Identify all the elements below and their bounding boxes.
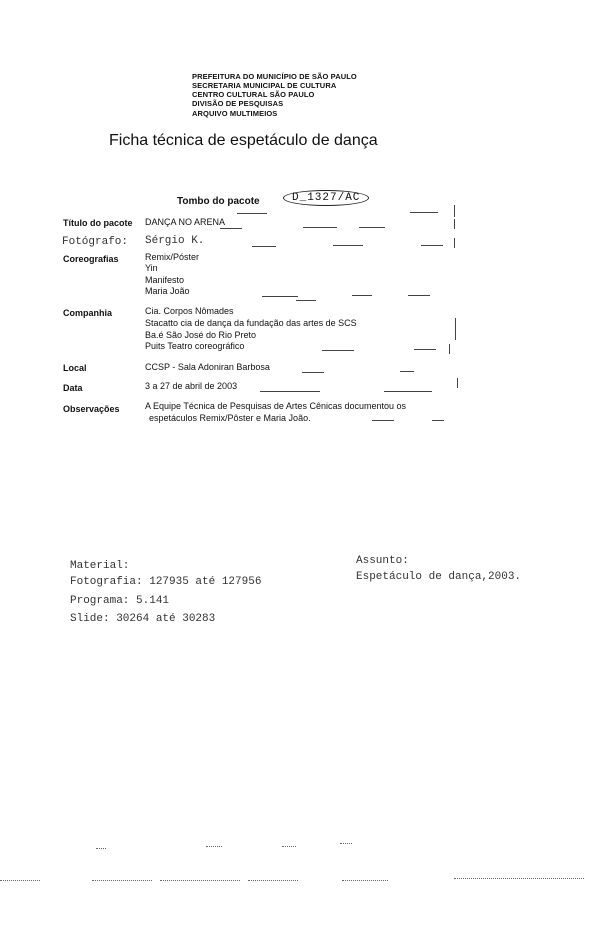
guide-dash bbox=[432, 420, 444, 421]
assunto-heading: Assunto: bbox=[356, 555, 409, 567]
guide-tick bbox=[454, 205, 455, 217]
companhia-item: Cia. Corpos Nômades bbox=[145, 306, 234, 316]
local-value: CCSP - Sala Adoniran Barbosa bbox=[145, 362, 270, 372]
header-line: CENTRO CULTURAL SÃO PAULO bbox=[192, 90, 315, 99]
header-line: ARQUIVO MULTIMEIOS bbox=[192, 109, 278, 118]
guide-dash bbox=[296, 300, 316, 301]
guide-dash bbox=[220, 228, 242, 229]
fotografo-label: Fotógrafo: bbox=[62, 236, 129, 248]
companhia-item: Puits Teatro coreográfico bbox=[145, 341, 245, 351]
material-heading: Material: bbox=[70, 560, 130, 572]
guide-dash bbox=[333, 245, 363, 246]
noise-dots bbox=[454, 878, 584, 879]
companhia-item: Ba.é São José do Rio Preto bbox=[145, 330, 257, 340]
observacoes-label: Observações bbox=[63, 404, 120, 414]
noise-dots bbox=[340, 843, 352, 844]
guide-tick bbox=[457, 378, 458, 388]
guide-dash bbox=[252, 246, 276, 247]
guide-tick bbox=[454, 238, 455, 248]
titulo-value: DANÇA NO ARENA bbox=[145, 217, 226, 227]
tombo-stamp: D_1327/AC bbox=[283, 190, 369, 206]
guide-dash bbox=[359, 227, 385, 228]
guide-dash bbox=[303, 227, 337, 228]
guide-dash bbox=[400, 371, 414, 372]
guide-dash bbox=[372, 420, 394, 421]
coreografia-item: Maria João bbox=[145, 286, 190, 296]
page-title: Ficha técnica de espetáculo de dança bbox=[109, 132, 378, 149]
guide-dash bbox=[410, 212, 438, 213]
noise-dots bbox=[248, 880, 298, 881]
guide-dash bbox=[352, 295, 372, 296]
material-line: Slide: 30264 até 30283 bbox=[70, 613, 216, 625]
coreografia-item: Remix/Póster bbox=[145, 252, 200, 262]
fotografo-value: Sérgio K. bbox=[145, 235, 205, 247]
guide-dash bbox=[408, 295, 430, 296]
data-value: 3 a 27 de abril de 2003 bbox=[145, 381, 238, 391]
coreografias-label: Coreografias bbox=[63, 254, 119, 264]
guide-dash bbox=[260, 391, 320, 392]
companhia-item: Stacatto cia de dança da fundação das artes de SCS bbox=[145, 318, 357, 328]
guide-dash bbox=[421, 245, 443, 246]
material-line: Fotografia: 127935 até 127956 bbox=[70, 576, 262, 588]
titulo-label: Título do pacote bbox=[63, 218, 133, 228]
guide-dash bbox=[302, 372, 324, 373]
noise-dots bbox=[342, 880, 388, 881]
guide-dash bbox=[384, 391, 432, 392]
companhia-label: Companhia bbox=[63, 308, 113, 318]
guide-dash bbox=[322, 350, 354, 351]
header-line: DIVISÃO DE PESQUISAS bbox=[192, 99, 284, 108]
noise-dots bbox=[160, 880, 240, 881]
noise-dots bbox=[206, 846, 222, 847]
guide-tick bbox=[455, 318, 456, 340]
header-line: SECRETARIA MUNICIPAL DE CULTURA bbox=[192, 81, 337, 90]
coreografia-item: Manifesto bbox=[145, 275, 185, 285]
guide-tick bbox=[449, 344, 450, 354]
noise-dots bbox=[96, 848, 106, 849]
observacoes-line: espetáculos Remix/Pôster e Maria João. bbox=[149, 413, 311, 423]
material-line: Programa: 5.141 bbox=[70, 595, 170, 607]
noise-dots bbox=[92, 880, 152, 881]
guide-dash bbox=[237, 213, 267, 214]
data-label: Data bbox=[63, 383, 83, 393]
observacoes-line: A Equipe Técnica de Pesquisas de Artes Cênicas documentou os bbox=[145, 401, 406, 411]
tombo-label: Tombo do pacote bbox=[177, 196, 260, 207]
guide-tick bbox=[454, 219, 455, 229]
noise-dots bbox=[282, 846, 296, 847]
header-line: PREFEITURA DO MUNICÍPIO DE SÃO PAULO bbox=[192, 72, 357, 81]
guide-dash bbox=[414, 349, 436, 350]
noise-dots bbox=[0, 880, 40, 881]
coreografia-item: Yin bbox=[145, 263, 158, 273]
guide-dash bbox=[262, 296, 298, 297]
assunto-value: Espetáculo de dança,2003. bbox=[356, 571, 522, 583]
local-label: Local bbox=[63, 363, 87, 373]
